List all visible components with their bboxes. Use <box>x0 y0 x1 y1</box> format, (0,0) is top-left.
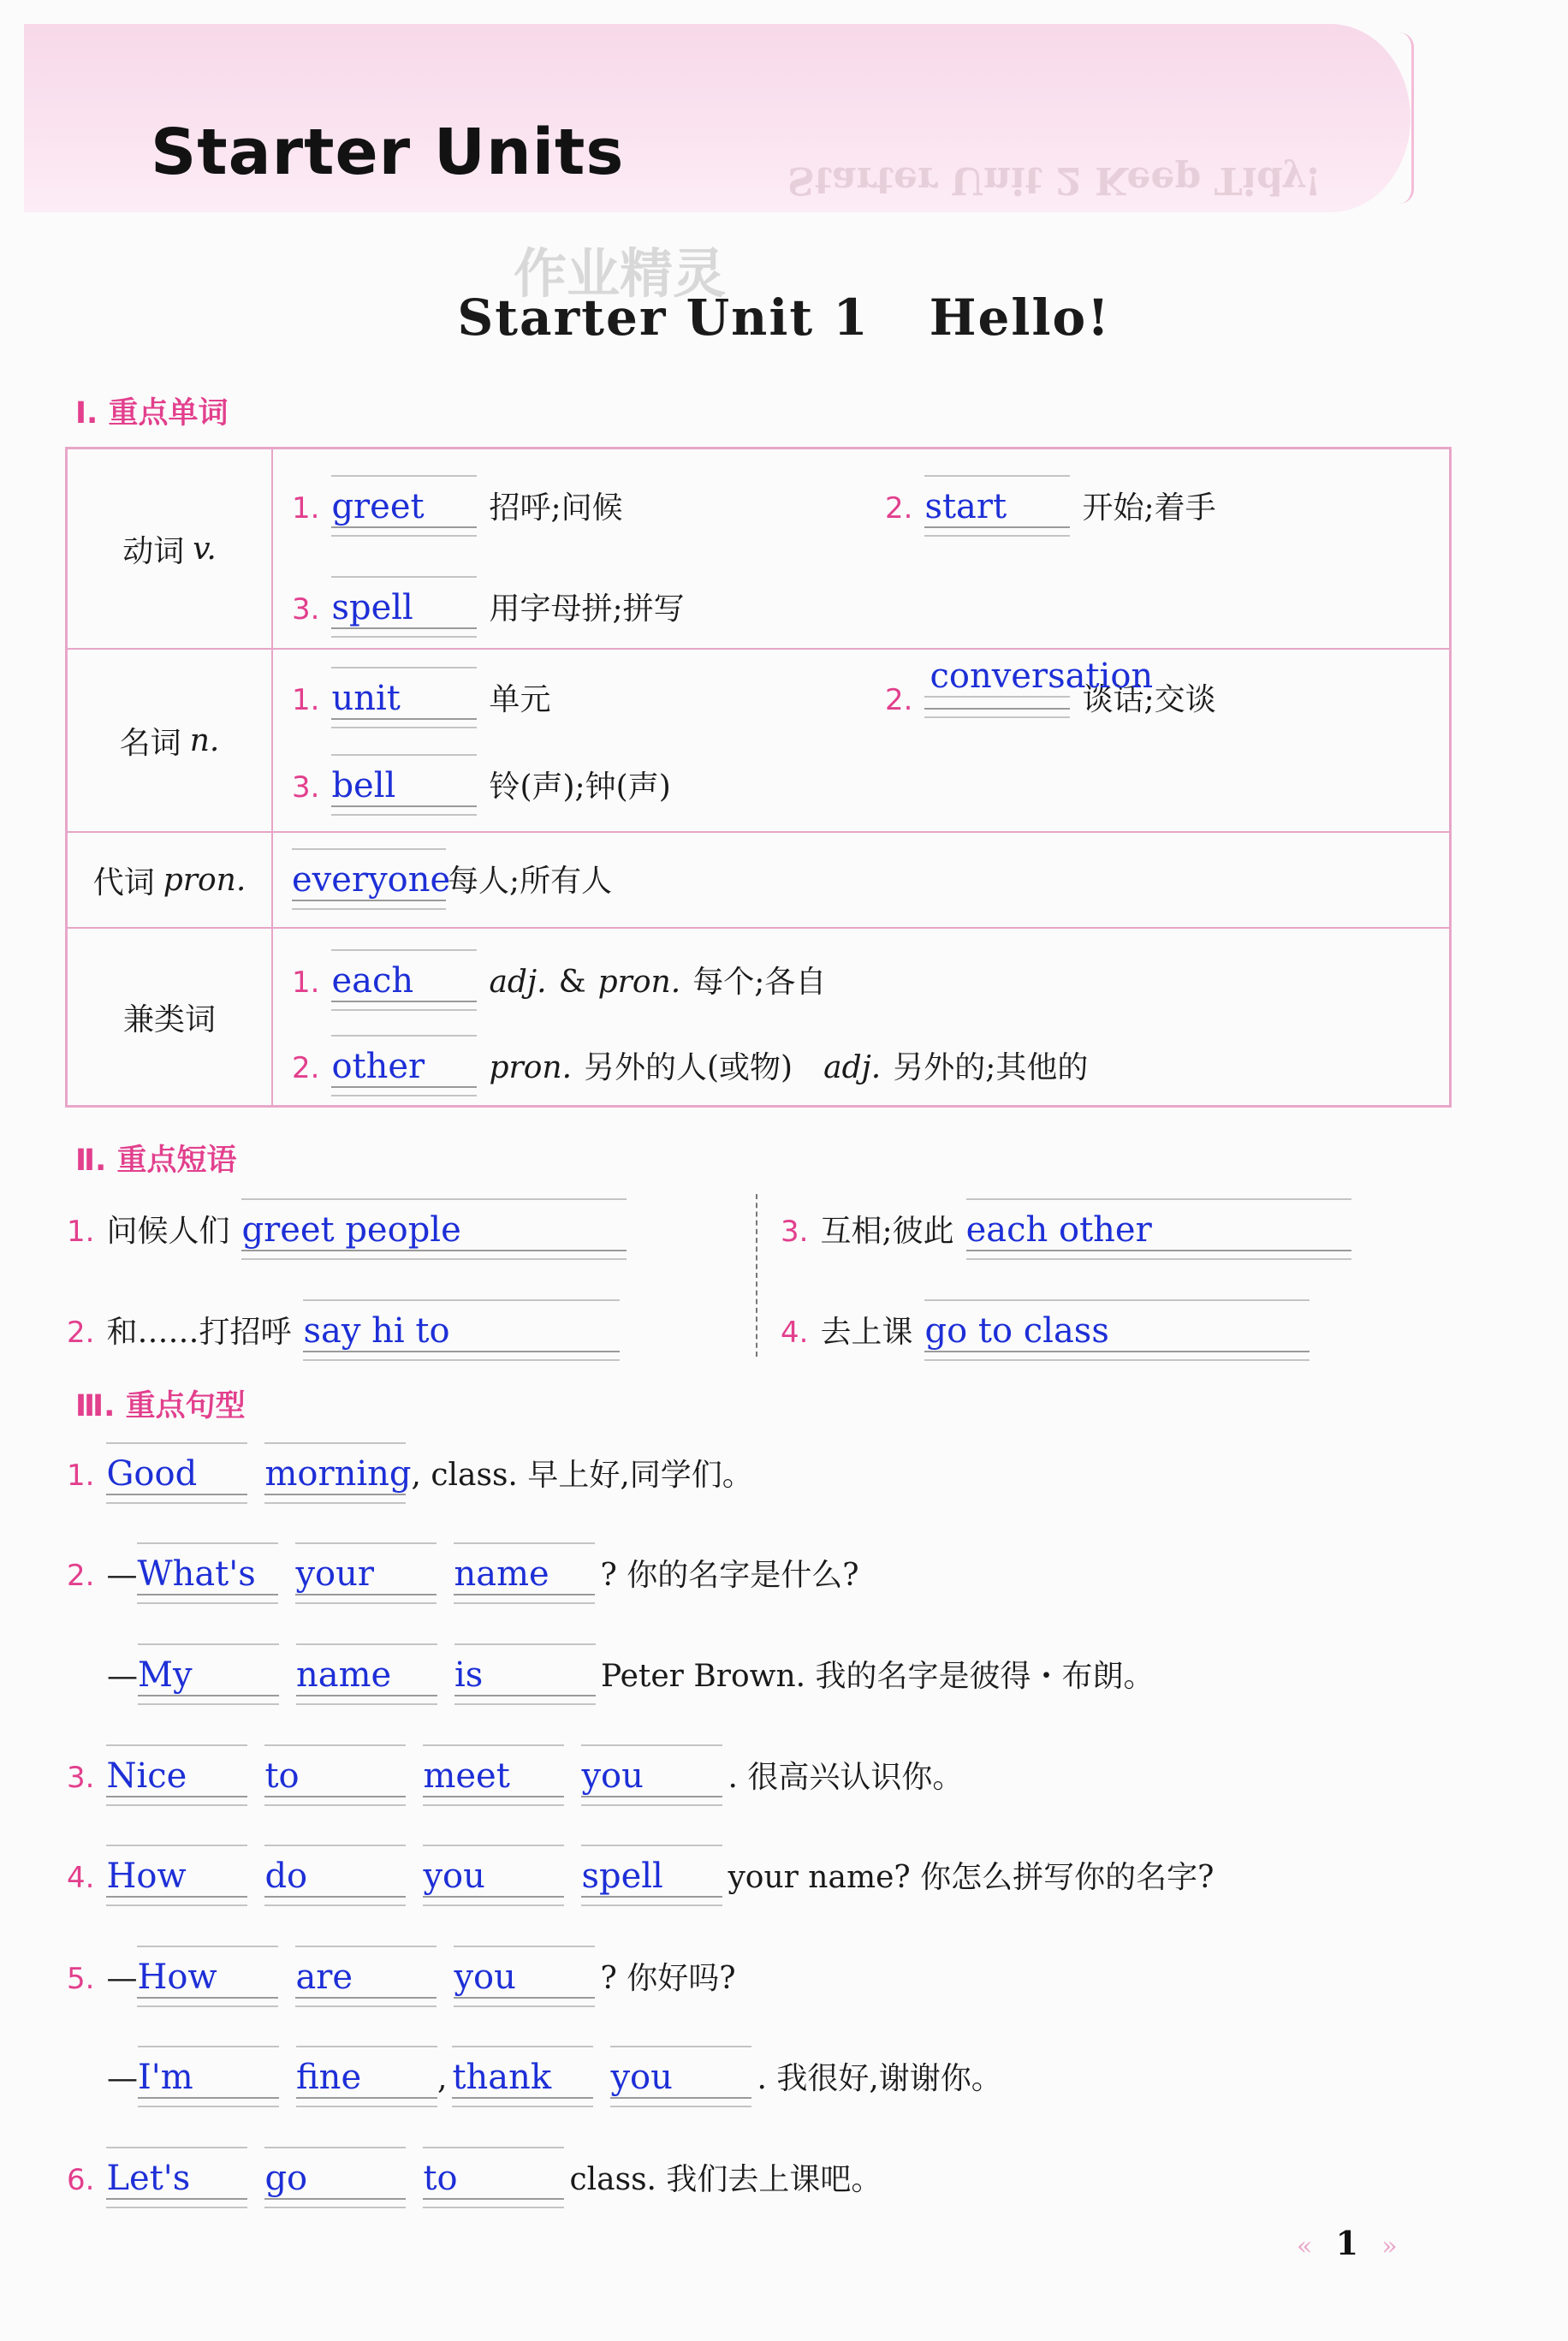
section2-heading: Ⅱ. 重点短语 <box>75 1144 237 1178</box>
unit-title-label: Starter Unit 1 <box>457 288 870 347</box>
page-number: « 1 » <box>1297 2224 1398 2262</box>
separator: , <box>437 2061 448 2096</box>
sentence-tail: . 我很好,谢谢你。 <box>757 2061 1002 2096</box>
word-entry: 2. start 开始;着手 <box>885 487 1216 526</box>
sentence-item <box>67 2054 1002 2099</box>
table-row <box>68 650 1449 833</box>
answer-blank[interactable]: you <box>581 1756 722 1797</box>
row-label: 动词 v. <box>68 449 273 648</box>
answer-blank[interactable]: go <box>264 2159 406 2200</box>
sentence-number: 6. <box>67 2163 95 2197</box>
dialogue-dash: — <box>106 1558 138 1593</box>
word-entry: 3. spell 用字母拼;拼写 <box>292 588 685 627</box>
sentence-number: 5. <box>67 1962 95 1996</box>
sentence-number: 1. <box>67 1459 95 1493</box>
sentence-number: 2. <box>67 1559 95 1593</box>
sentence-item <box>67 1753 963 1797</box>
table-row <box>68 833 1449 929</box>
answer-blank[interactable]: to <box>423 2159 564 2200</box>
answer-blank[interactable]: How <box>106 1857 247 1898</box>
answer-blank[interactable]: each other <box>966 1210 1351 1251</box>
answer-blank[interactable]: How <box>137 1958 278 1999</box>
sentence-tail: ? 你好吗? <box>600 1961 736 1996</box>
dialogue-dash: — <box>107 1659 138 1694</box>
answer-blank[interactable]: are <box>295 1958 437 1999</box>
phrase-item: 2. 和……打招呼 say hi to <box>67 1308 620 1352</box>
unit-title-name: Hello! <box>929 288 1111 347</box>
answer-blank[interactable]: conversation <box>924 708 1070 710</box>
column-divider <box>756 1194 757 1357</box>
answer-blank[interactable]: spell <box>331 588 477 629</box>
row-label: 代词 pron. <box>68 833 273 927</box>
page-section-title: Starter Units <box>151 116 625 189</box>
section1-heading: Ⅰ. 重点单词 <box>75 396 229 431</box>
table-row <box>68 929 1449 1105</box>
sentence-tail: Peter Brown. 我的名字是彼得・布朗。 <box>601 1659 1155 1694</box>
phrase-item: 3. 互相;彼此 each other <box>781 1207 1351 1251</box>
answer-blank[interactable]: name <box>454 1554 595 1595</box>
row-label: 兼类词 <box>68 929 273 1105</box>
dialogue-dash: — <box>106 1961 138 1996</box>
answer-blank[interactable]: greet <box>331 487 477 528</box>
answer-blank[interactable]: greet people <box>241 1210 627 1251</box>
phrase-item: 1. 问候人们 greet people <box>67 1207 627 1251</box>
answer-blank[interactable]: spell <box>581 1857 722 1898</box>
sentence-number: 3. <box>67 1761 95 1795</box>
sentence-tail: , class. 早上好,同学们。 <box>411 1458 753 1493</box>
answer-blank[interactable]: is <box>454 1655 596 1696</box>
answer-blank[interactable]: you <box>454 1958 595 1999</box>
sentence-item <box>67 2155 882 2200</box>
answer-blank[interactable]: everyone <box>292 860 451 900</box>
answer-blank[interactable]: meet <box>423 1756 564 1797</box>
answer-blank[interactable]: name <box>296 1655 437 1696</box>
word-entry: 3. bell 铃(声);钟(声) <box>292 766 671 805</box>
word-entry: 2. conversation 谈话;交谈 <box>885 657 1216 717</box>
dialogue-dash: — <box>107 2061 138 2096</box>
sentence-tail: class. 我们去上课吧。 <box>569 2162 882 2197</box>
answer-blank[interactable]: start <box>924 487 1070 528</box>
word-entry: everyone 每人;所有人 <box>292 860 613 900</box>
answer-blank[interactable]: you <box>610 2058 751 2099</box>
answer-blank[interactable]: each <box>331 961 477 1002</box>
word-entry: 1. greet 招呼;问候 <box>292 487 623 526</box>
sentence-item <box>67 1652 1155 1696</box>
answer-blank[interactable]: Let's <box>106 2159 247 2200</box>
sentence-number: 4. <box>67 1861 95 1895</box>
answer-blank[interactable]: My <box>138 1655 279 1696</box>
vocabulary-table <box>65 447 1452 1108</box>
answer-blank[interactable]: go to class <box>924 1311 1310 1352</box>
answer-blank[interactable]: other <box>331 1047 477 1088</box>
watermark: 作业精灵 <box>514 242 727 305</box>
sentence-item <box>67 1954 736 1999</box>
header-mirror-text: Starter Unit 2 Keep Tidy! <box>787 158 1322 202</box>
sentence-item <box>67 1853 1214 1898</box>
answer-blank[interactable]: say hi to <box>303 1311 620 1352</box>
word-entry: 1. unit 单元 <box>292 679 551 718</box>
word-entry: 1. each adj. & pron. 每个;各自 <box>292 961 827 1001</box>
answer-blank[interactable]: fine <box>296 2058 437 2099</box>
answer-blank[interactable]: bell <box>331 766 477 807</box>
answer-blank[interactable]: Good <box>106 1454 247 1495</box>
unit-title <box>0 288 1568 347</box>
sentence-tail: your name? 你怎么拼写你的名字? <box>728 1860 1215 1895</box>
answer-blank[interactable]: morning <box>264 1454 412 1494</box>
word-entry: 2. other pron. 另外的人(或物) adj. 另外的;其他的 <box>292 1047 1089 1086</box>
sentence-item <box>67 1551 859 1595</box>
sentence-tail: . 很高兴认识你。 <box>728 1760 964 1795</box>
row-label: 名词 n. <box>68 650 273 831</box>
answer-blank[interactable]: you <box>423 1857 564 1898</box>
table-row <box>68 449 1449 650</box>
sentence-item <box>67 1451 753 1495</box>
sentence-tail: ? 你的名字是什么? <box>600 1558 859 1593</box>
answer-blank[interactable]: unit <box>331 679 477 720</box>
answer-blank[interactable]: your <box>295 1554 437 1595</box>
answer-blank[interactable]: thank <box>452 2058 593 2099</box>
answer-blank[interactable]: What's <box>137 1554 278 1595</box>
answer-blank[interactable]: to <box>264 1756 406 1797</box>
answer-blank[interactable]: Nice <box>106 1756 247 1797</box>
answer-blank[interactable]: I'm <box>138 2058 279 2099</box>
phrase-item: 4. 去上课 go to class <box>781 1308 1310 1352</box>
answer-blank[interactable]: do <box>264 1857 406 1898</box>
section3-heading: Ⅲ. 重点句型 <box>75 1389 246 1423</box>
